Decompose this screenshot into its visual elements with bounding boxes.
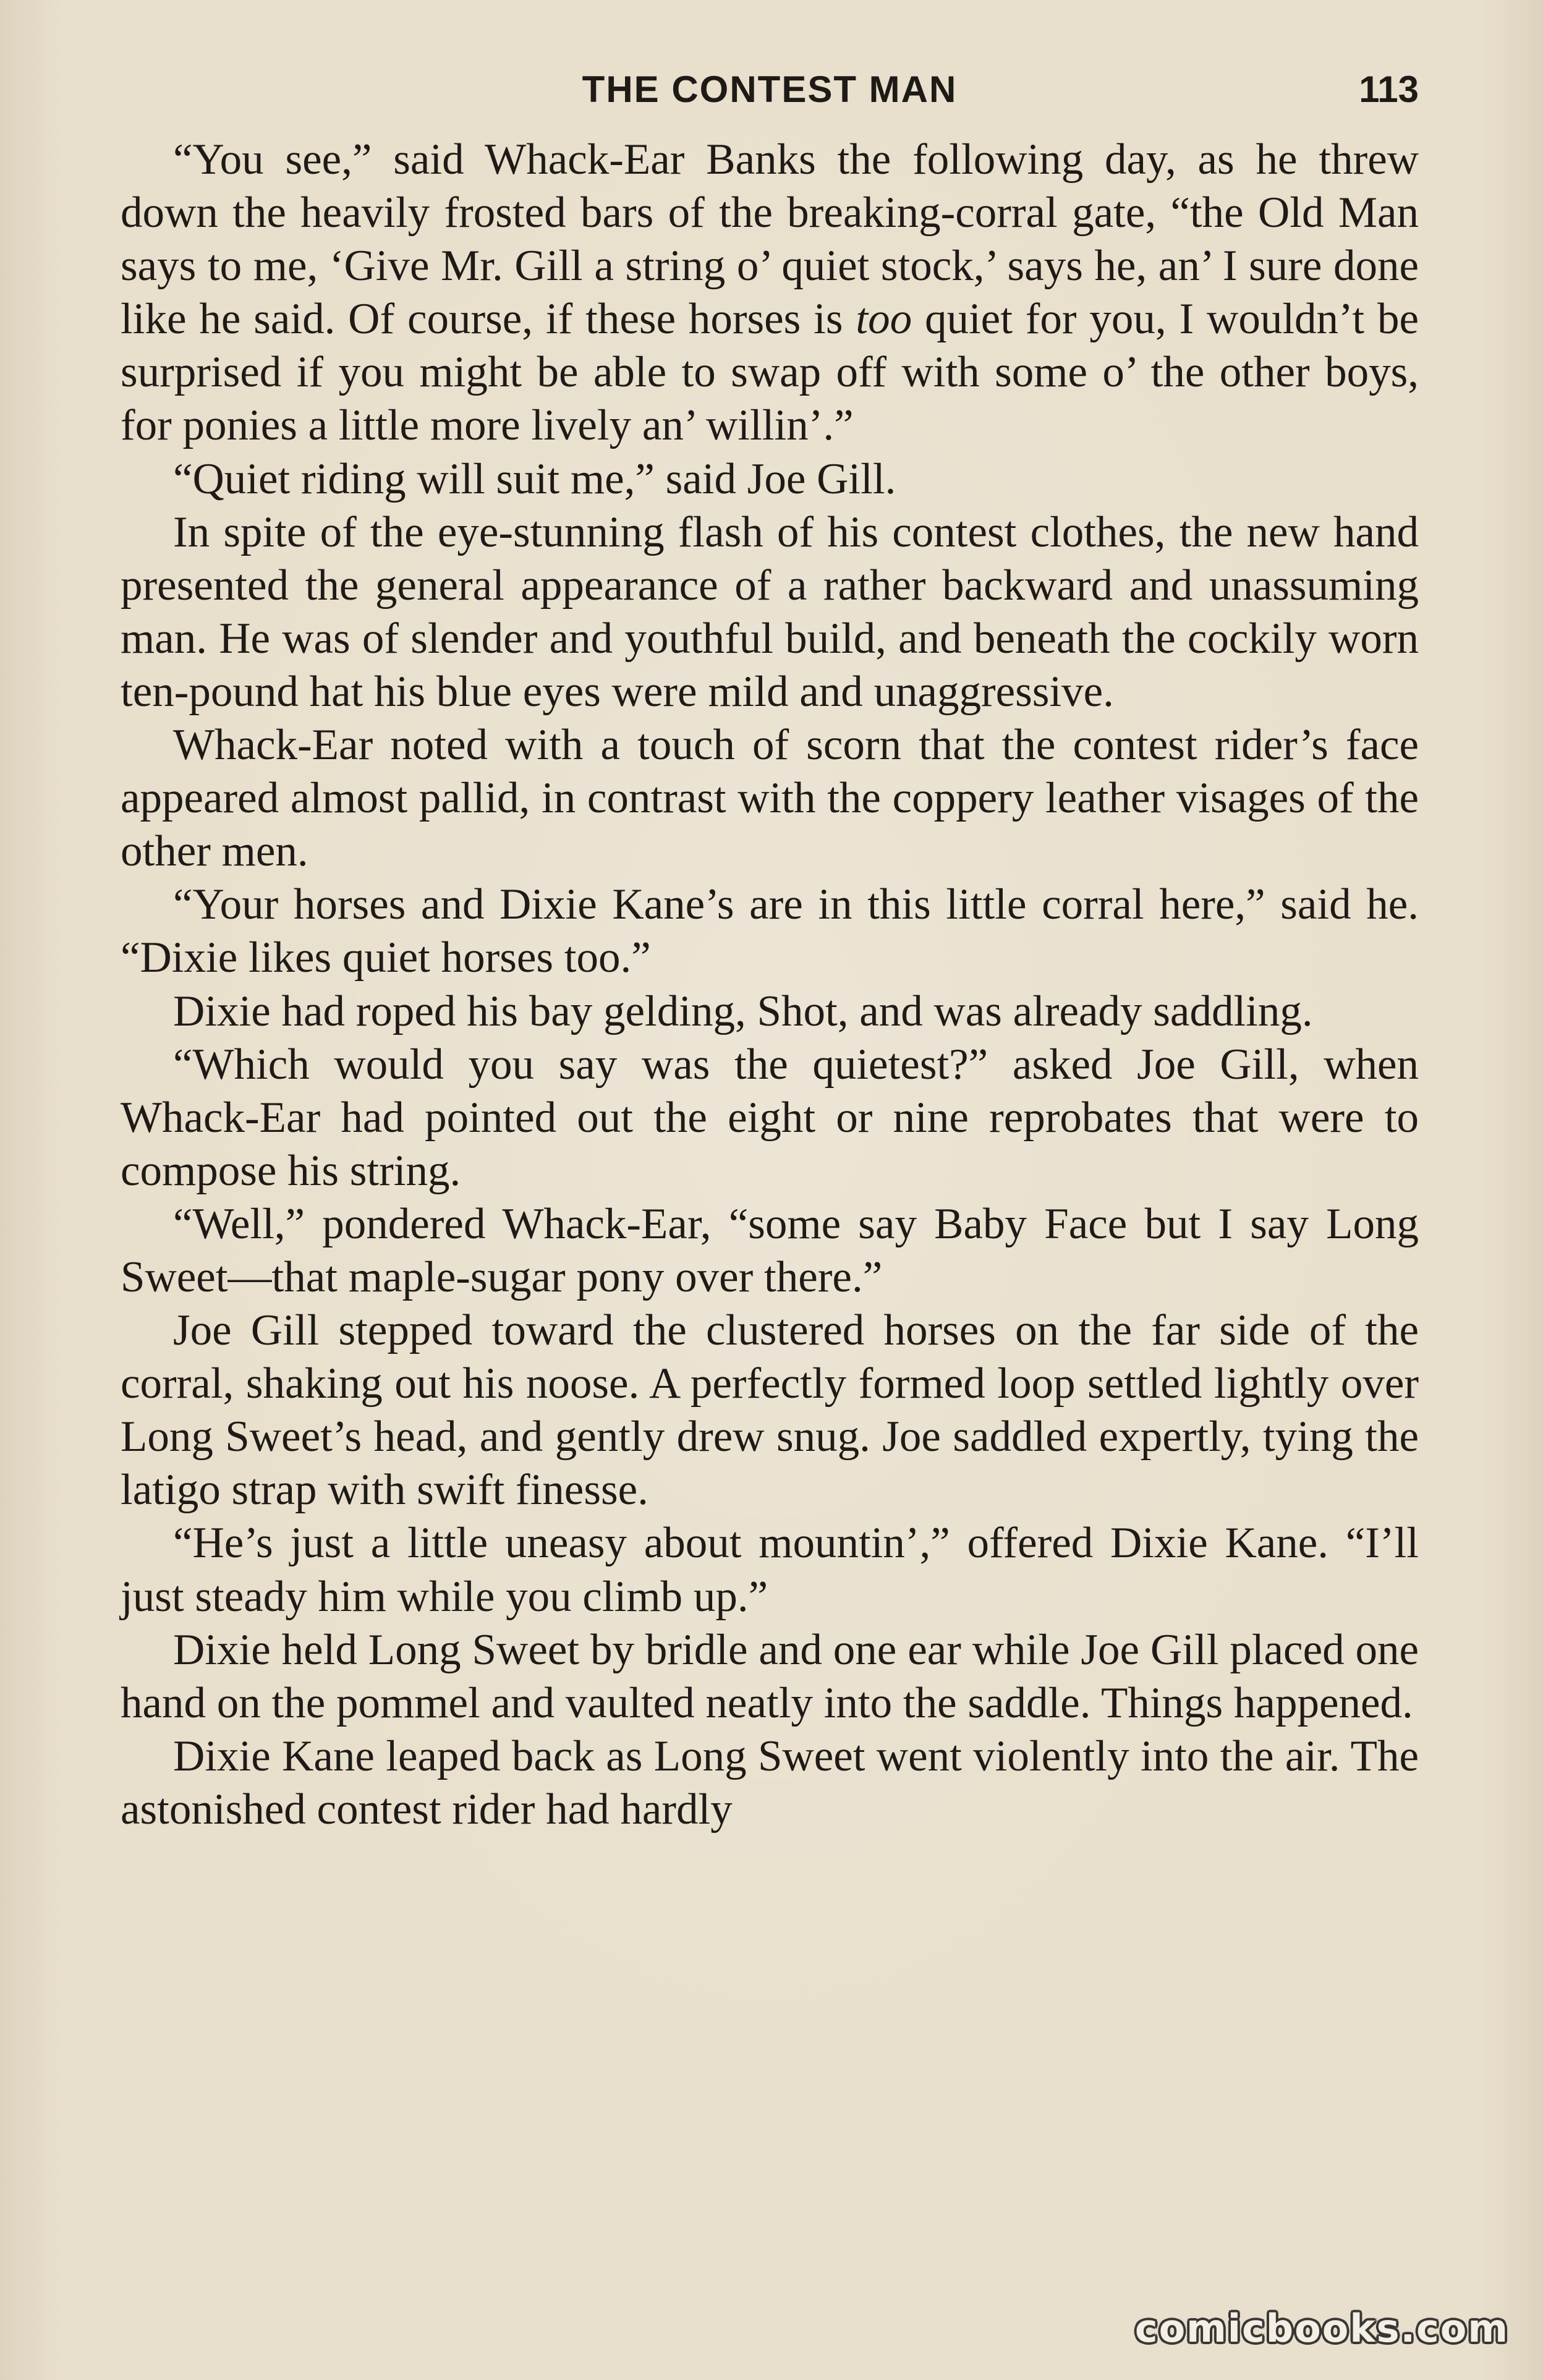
paragraph: Dixie had roped his bay gelding, Shot, and was already saddling. (173, 987, 1313, 1035)
paragraph: Whack-Ear noted with a touch of scorn that the contest rider’s face appeared almost pallid, in contrast with the coppery leather visages of the other men. (121, 721, 1419, 876)
page-number: 113 (1359, 69, 1419, 110)
paragraph: Dixie held Long Sweet by bridle and one ear while Joe Gill placed one hand on the pommel and vaulted neatly into the saddle. Things happened. (121, 1625, 1419, 1727)
paragraph: “Quiet riding will suit me,” said Joe Gill. (173, 454, 896, 503)
paragraph: “You see,” said Whack-Ear Banks the following day, as he threw down the heavily frosted bars of the breaking-corral gate, “the Old Man says to me, ‘Give Mr. Gill a string o’ quiet stock,’ says he, an’ I sure done like he said. Of course, if these horses is too quiet for you, I wouldn’t be surprised if you might be able to swap off with some o’ the other boys, for ponies a little more lively an’ willin’.” (121, 135, 1419, 450)
story-text (121, 133, 1419, 1836)
running-title: THE CONTEST MAN (582, 69, 958, 110)
page-header (121, 62, 1419, 117)
emphasized-word: too (856, 295, 912, 344)
paragraph: In spite of the eye-stunning flash of his contest clothes, the new hand presented the general appearance of a rather backward and unassuming man. He was of slender and youthful build, and beneath the cockily worn ten-pound hat his blue eyes were mild and unaggressive. (121, 508, 1419, 716)
paragraph: “He’s just a little uneasy about mountin’,” offered Dixie Kane. “I’ll just steady him while you climb up.” (121, 1519, 1419, 1621)
paragraph: Dixie Kane leaped back as Long Sweet went violently into the air. The astonished contest rider had hardly (121, 1732, 1419, 1834)
paragraph: Joe Gill stepped toward the clustered horses on the far side of the corral, shaking out his noose. A perfectly formed loop settled lightly over Long Sweet’s head, and gently drew snug. Joe saddled expertly, tying the latigo strap with swift finesse. (121, 1306, 1419, 1515)
paragraph: “Your horses and Dixie Kane’s are in this little corral here,” said he. “Dixie likes quiet horses too.” (121, 880, 1419, 982)
site-watermark: comicbooks.com (1134, 2306, 1509, 2351)
paragraph: “Which would you say was the quietest?” asked Joe Gill, when Whack-Ear had pointed out the eight or nine reprobates that were to compose his string. (121, 1040, 1419, 1195)
paragraph: “Well,” pondered Whack-Ear, “some say Baby Face but I say Long Sweet—that maple-sugar pony over there.” (121, 1199, 1419, 1301)
